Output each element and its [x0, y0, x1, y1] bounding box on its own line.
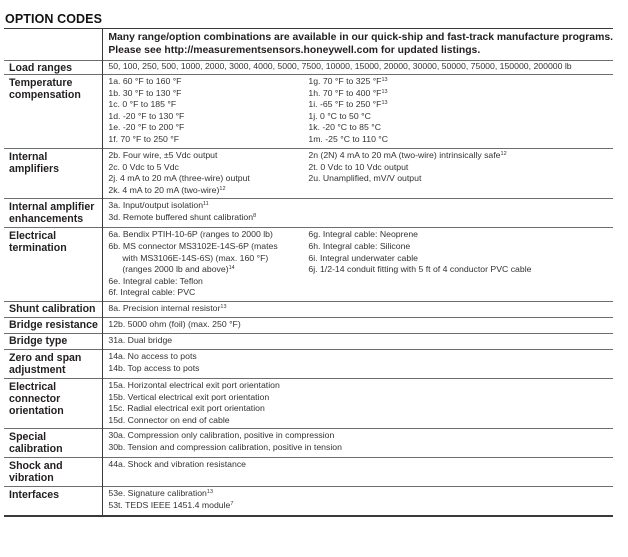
option-1k: 1k. -20 °C to 85 °C — [308, 122, 381, 133]
row-connector-orientation — [4, 378, 613, 428]
option-1b: 1b. 30 °F to 130 °F — [108, 87, 182, 98]
row-label: Shunt calibration — [4, 301, 103, 317]
option-1i: 1i. -65 °F to 250 $^\circ F^{13}$ — [308, 99, 388, 110]
option-2c: 2c. 0 Vdc to 5 Vdc — [108, 161, 179, 172]
option-6b: 6b. MS connector MS3102E-14S-6P (mates — [108, 240, 278, 251]
row-label: Interfaces — [4, 487, 103, 516]
row-special-calibration — [4, 429, 613, 458]
option-30a: 30a. Compression only calibration, positive in compression — [108, 430, 335, 441]
row-value — [103, 301, 613, 317]
option-15b: 15b. Vertical electrical exit port orientation — [108, 391, 270, 402]
option-2n: 2n (2N) 4 mA to 20 mA (two-wire) intrinsically safe$^{12}$ — [308, 150, 507, 160]
row-label: Temperature compensation — [4, 75, 103, 149]
option-1j: 1j. 0 °C to 50 °C — [308, 110, 371, 121]
row-shunt-calibration — [4, 301, 613, 317]
option-6j: 6j. 1/2-14 conduit fitting with 5 ft of 4 conductor PVC cable — [308, 264, 532, 275]
option-1h: 1h. 70 °F to 400 $^\circ F^{13}$ — [308, 87, 388, 98]
row-shock-vibration — [4, 458, 613, 487]
option-1a: 1a. 60 °F to 160 °F — [108, 76, 182, 86]
option-1e: 1e. -20 °F to 200 °F — [108, 122, 185, 133]
row-label: Special calibration — [4, 429, 103, 458]
option-codes-table — [4, 28, 613, 517]
row-label: Electrical termination — [4, 228, 103, 302]
option-6f: 6f. Integral cable: PVC — [108, 287, 196, 298]
row-electrical-termination — [4, 228, 613, 302]
option-6i: 6i. Integral underwater cable — [308, 252, 418, 263]
row-bridge-type — [4, 333, 613, 349]
option-1c: 1c. 0 °F to 185 °F — [108, 99, 177, 110]
option-31a: 31a. Dual bridge — [108, 334, 173, 345]
row-label: Internal amplifier enhancements — [4, 199, 103, 228]
row-label: Zero and span adjustment — [4, 349, 103, 378]
row-label: Shock and vibration — [4, 458, 103, 487]
row-internal-amplifiers — [4, 149, 613, 199]
option-15a: 15a. Horizontal electrical exit port orientation — [108, 379, 280, 390]
option-12b: 12b. 5000 ohm (foil) (max. 250 °F) — [108, 318, 241, 329]
row-label: Load ranges — [4, 61, 103, 75]
option-14b: 14b. Top access to pots — [108, 362, 200, 373]
option-15d: 15d. Connector on end of cable — [108, 414, 230, 425]
option-6e: 6e. Integral cable: Teflon — [108, 275, 203, 286]
option-2b: 2b. Four wire, ±5 Vdc output — [108, 150, 218, 160]
header-row — [4, 29, 613, 61]
option-8a: 8a. Precision internal resistor$^{13}$ — [108, 302, 227, 313]
header-note: Many range/option combinations are available in our quick-ship and fast-track manufacture programs. Please see http://measurementsensors.honeywell.com for updated listings. — [108, 32, 613, 56]
row-value — [103, 349, 613, 378]
option-30b: 30b. Tension and compression calibration, positive in tension — [108, 441, 342, 452]
row-amplifier-enhancements — [4, 199, 613, 228]
row-interfaces — [4, 487, 613, 516]
option-1g: 1g. 70 °F to 325 $^\circ F^{13}$ — [308, 76, 388, 86]
row-value — [103, 487, 613, 516]
row-temperature-compensation — [4, 75, 613, 149]
option-6a: 6a. Bendix PTIH-10-6P (ranges to 2000 lb) — [108, 229, 273, 240]
row-value — [103, 228, 613, 302]
option-2k: 2k. 4 mA to 20 mA (two-wire)$^{12}$ — [108, 184, 226, 195]
option-53t: 53t. TEDS IEEE 1451.4 module$^7$ — [108, 499, 234, 510]
option-44a: 44a. Shock and vibration resistance — [108, 459, 246, 470]
option-6b-cont: with MS3106E-14S-6S) (max. 160 °F) — [122, 252, 269, 263]
option-6g: 6g. Integral cable: Neoprene — [308, 229, 418, 240]
option-6h: 6h. Integral cable: Silicone — [308, 240, 411, 251]
header-label-empty — [4, 29, 103, 61]
option-2u: 2u. Unamplified, mV/V output — [308, 173, 422, 184]
option-15c: 15c. Radial electrical exit port orientation — [108, 403, 265, 414]
row-value — [103, 149, 613, 199]
option-1d: 1d. -20 °F to 130 °F — [108, 110, 185, 121]
row-label: Internal amplifiers — [4, 149, 103, 199]
option-6b-cont2: (ranges 2000 lb and above)$^{14}$ — [122, 264, 235, 275]
option-3a: 3a. Input/output isolation$^{11}$ — [108, 200, 209, 211]
row-value — [103, 75, 613, 149]
row-value: 50, 100, 250, 500, 1000, 2000, 3000, 4000, 5000, 7500, 10000, 15000, 20000, 30000, 50000, 75000, 150000, 200000 lb — [108, 61, 572, 71]
row-value — [103, 429, 613, 458]
row-value — [103, 378, 613, 428]
row-zero-span-adjustment — [4, 349, 613, 378]
option-1m: 1m. -25 °C to 110 °C — [308, 133, 389, 144]
row-load-ranges — [4, 61, 613, 75]
option-3d: 3d. Remote buffered shunt calibration$^8$ — [108, 211, 257, 222]
row-bridge-resistance — [4, 317, 613, 333]
option-14a: 14a. No access to pots — [108, 350, 197, 361]
row-value — [103, 458, 613, 487]
row-value — [103, 317, 613, 333]
option-53e: 53e. Signature calibration$^{13}$ — [108, 488, 214, 499]
option-2t: 2t. 0 Vdc to 10 Vdc output — [308, 161, 409, 172]
row-label: Bridge type — [4, 333, 103, 349]
row-label: Bridge resistance — [4, 317, 103, 333]
row-label: Electrical connector orientation — [4, 378, 103, 428]
row-value — [103, 199, 613, 228]
option-1f: 1f. 70 °F to 250 °F — [108, 133, 180, 144]
section-title: OPTION CODES — [5, 12, 103, 26]
option-2j: 2j. 4 mA to 20 mA (three-wire) output — [108, 173, 250, 184]
row-value — [103, 333, 613, 349]
